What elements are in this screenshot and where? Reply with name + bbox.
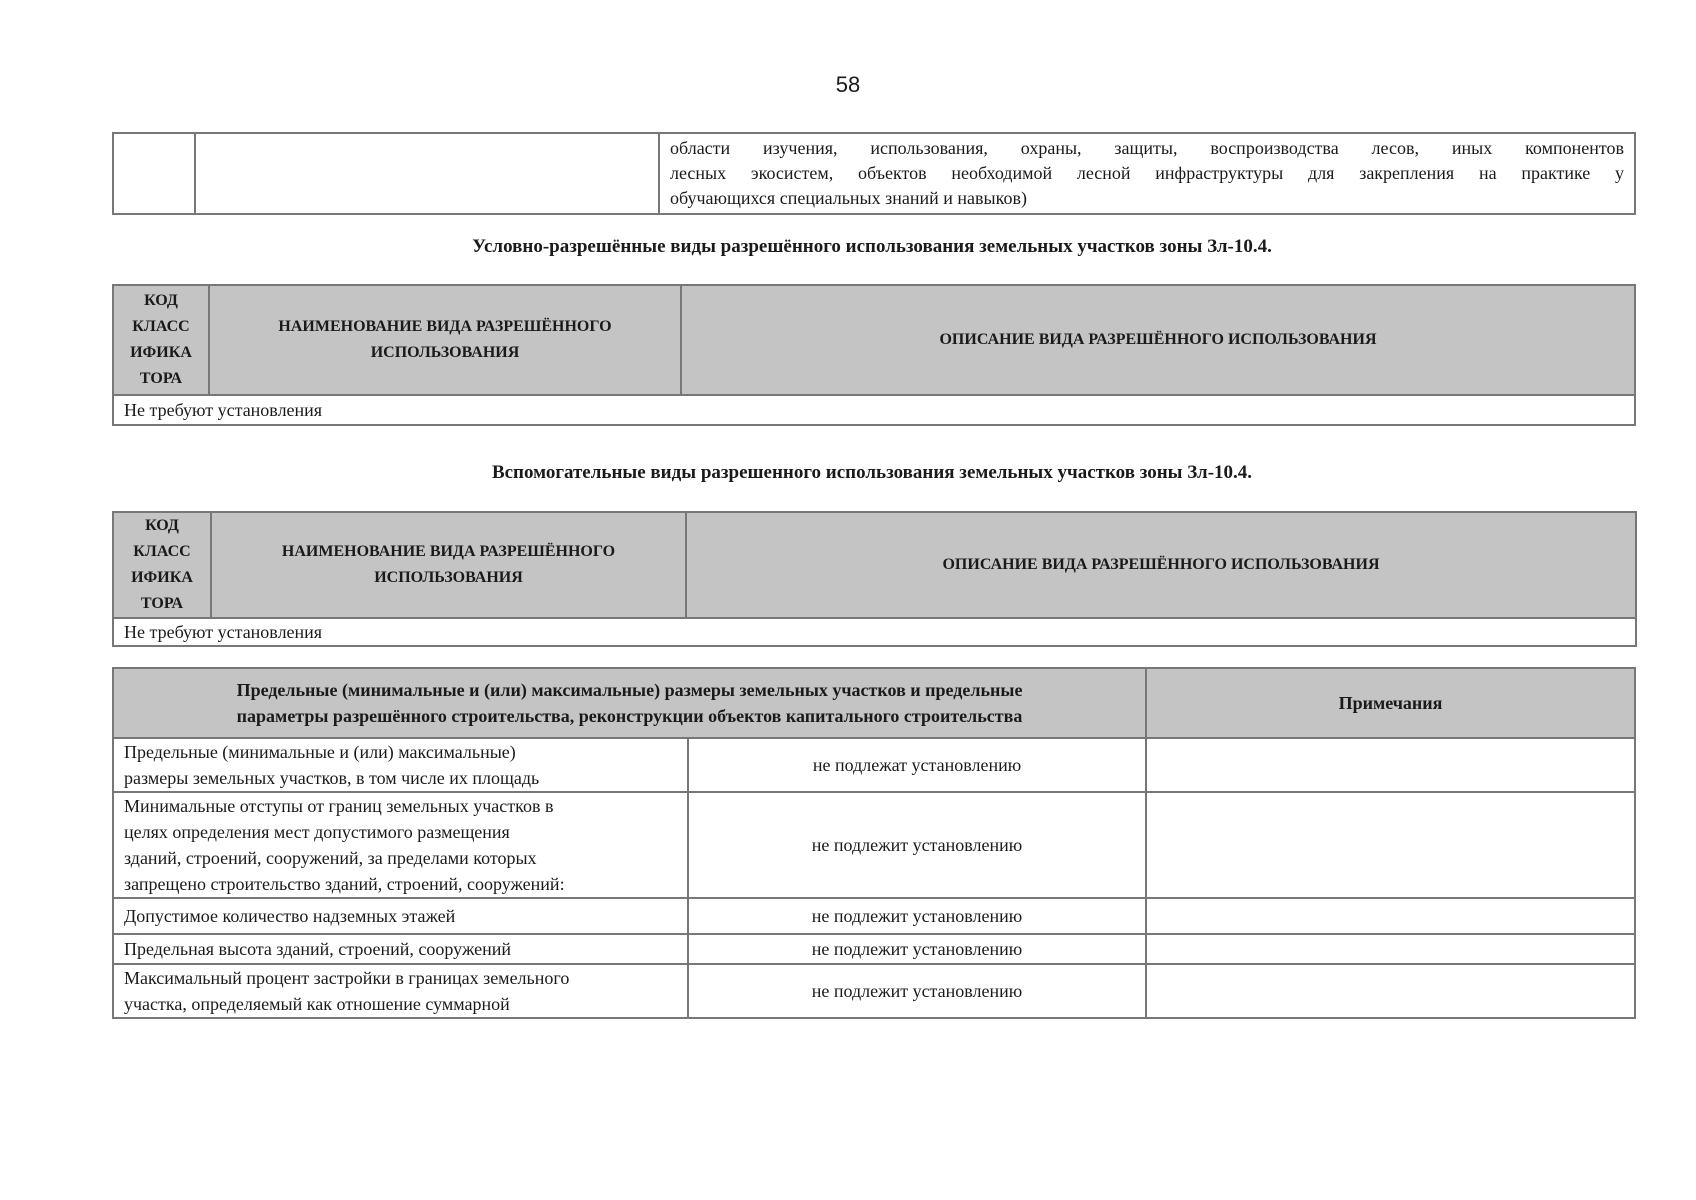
code-header: КОД КЛАСС ИФИКА ТОРА <box>113 285 209 395</box>
note-cell <box>1146 738 1635 792</box>
table-row <box>113 133 1635 214</box>
header-row <box>113 668 1635 738</box>
code-header: КОД КЛАСС ИФИКА ТОРА <box>113 512 211 618</box>
table-row <box>113 395 1635 425</box>
note-cell <box>1146 934 1635 964</box>
page-number: 58 <box>835 72 861 97</box>
value-cell: не подлежит установлению <box>688 898 1146 934</box>
parameter-cell: Допустимое количество надземных этажей <box>113 898 688 934</box>
parameters-header: Предельные (минимальные и (или) максимальные) размеры земельных участков и предельные параметры разрешённого строительства, реконструкции объектов капитального строительства <box>113 668 1146 738</box>
description-header: ОПИСАНИЕ ВИДА РАЗРЕШЁННОГО ИСПОЛЬЗОВАНИЯ <box>686 512 1636 618</box>
auxiliary-uses-table <box>112 511 1637 647</box>
no-requirements-cell: Не требуют установления <box>113 395 1635 425</box>
description-cell <box>659 133 1635 214</box>
continuation-table <box>112 132 1636 215</box>
parameters-table <box>112 667 1636 1019</box>
value-cell: не подлежит установлению <box>688 934 1146 964</box>
table-row <box>113 898 1635 934</box>
table-row <box>113 738 1635 792</box>
no-requirements-cell: Не требуют установления <box>113 618 1636 646</box>
conditional-uses-heading: Условно-разрешённые виды разрешённого использования земельных участков зоны Зл-10.4. <box>472 236 1272 257</box>
description-line: области изучения, использования, охраны, защиты, воспроизводства лесов, иных компонентов <box>670 138 1624 158</box>
header-row <box>113 285 1635 395</box>
note-cell <box>1146 898 1635 934</box>
name-header: НАИМЕНОВАНИЕ ВИДА РАЗРЕШЁННОГО ИСПОЛЬЗОВАНИЯ <box>211 512 686 618</box>
name-header: НАИМЕНОВАНИЕ ВИДА РАЗРЕШЁННОГО ИСПОЛЬЗОВАНИЯ <box>209 285 681 395</box>
auxiliary-uses-heading: Вспомогательные виды разрешенного использования земельных участков зоны Зл-10.4. <box>491 462 1253 483</box>
description-line: лесных экосистем, объектов необходимой лесной инфраструктуры для закрепления на практике у <box>670 163 1624 183</box>
name-cell <box>195 133 659 214</box>
note-cell <box>1146 964 1635 1018</box>
table-row <box>113 964 1635 1018</box>
table-row <box>113 792 1635 898</box>
parameter-cell: Минимальные отступы от границ земельных участков в целях определения мест допустимого размещения зданий, строений, сооружений, за пределами которых запрещено строительство зданий, строений, сооружений: <box>113 792 688 898</box>
value-cell: не подлежит установлению <box>688 964 1146 1018</box>
value-cell: не подлежат установлению <box>688 738 1146 792</box>
conditional-uses-table <box>112 284 1636 426</box>
value-cell: не подлежит установлению <box>688 792 1146 898</box>
description-header: ОПИСАНИЕ ВИДА РАЗРЕШЁННОГО ИСПОЛЬЗОВАНИЯ <box>681 285 1635 395</box>
note-cell <box>1146 792 1635 898</box>
code-cell <box>113 133 195 214</box>
description-line: обучающихся специальных знаний и навыков) <box>670 188 1027 208</box>
table-row <box>113 934 1635 964</box>
parameter-cell: Предельные (минимальные и (или) максимальные) размеры земельных участков, в том числе их площадь <box>113 738 688 792</box>
parameter-cell: Предельная высота зданий, строений, сооружений <box>113 934 688 964</box>
header-row <box>113 512 1636 618</box>
notes-header: Примечания <box>1146 668 1635 738</box>
table-row <box>113 618 1636 646</box>
parameter-cell: Максимальный процент застройки в границах земельного участка, определяемый как отношение суммарной <box>113 964 688 1018</box>
